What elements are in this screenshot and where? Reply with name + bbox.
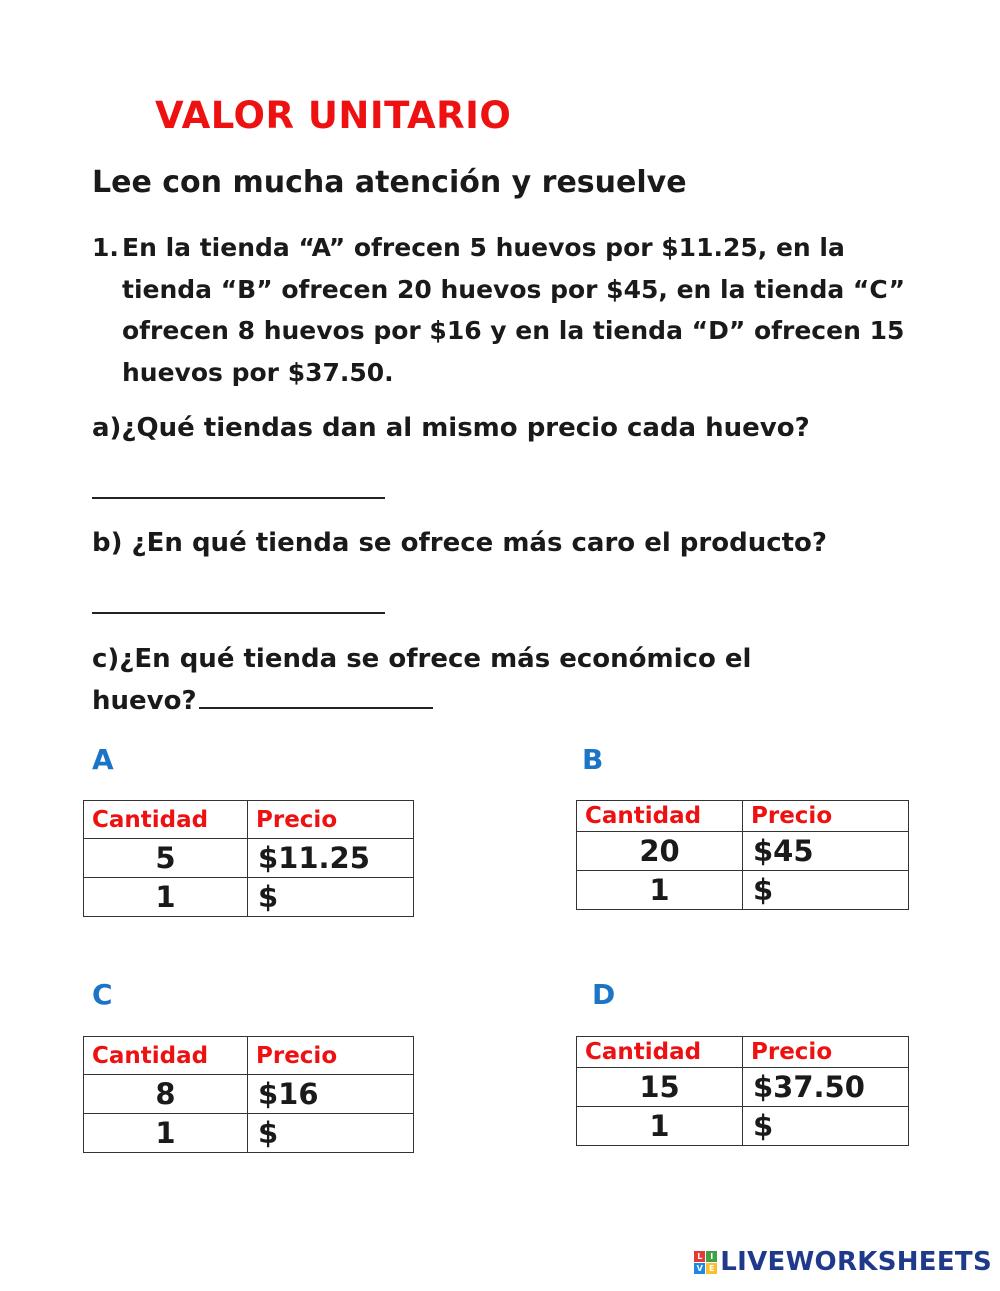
logo-letter: E [706, 1263, 717, 1274]
header-quantity: Cantidad [84, 1037, 248, 1075]
liveworksheets-logo [694, 1247, 992, 1277]
unit-price-input[interactable]: $ [743, 871, 909, 910]
logo-letter: L [694, 1251, 705, 1262]
header-quantity: Cantidad [577, 1037, 743, 1068]
worksheet-title: VALOR UNITARIO [155, 94, 512, 137]
store-a-table [83, 800, 418, 917]
price-cell: $16 [248, 1075, 414, 1114]
problem-text: En la tienda “A” ofrecen 5 huevos por $11.25, en la tienda “B” ofrecen 20 huevos por $45, en la tienda “C” ofrecen 8 huevos por $16 y en la tienda “D” ofrecen 15 huevos por $37.50. [122, 233, 906, 387]
header-quantity: Cantidad [84, 801, 248, 839]
store-a-label: A [92, 743, 114, 776]
quantity-cell: 15 [577, 1068, 743, 1107]
unit-price-input[interactable]: $ [743, 1107, 909, 1146]
logo-text: LIVEWORKSHEETS [720, 1247, 992, 1277]
question-c [92, 638, 792, 722]
header-price: Precio [743, 1037, 909, 1068]
store-d-table [576, 1036, 909, 1146]
question-b: b) ¿En qué tienda se ofrece más caro el producto? [92, 528, 827, 558]
answer-field-c[interactable] [199, 707, 433, 709]
header-price: Precio [743, 801, 909, 832]
instructions: Lee con mucha atención y resuelve [92, 165, 687, 200]
quantity-cell: 1 [577, 1107, 743, 1146]
store-c-label: C [92, 978, 113, 1011]
quantity-cell: 5 [84, 839, 248, 878]
header-quantity: Cantidad [577, 801, 743, 832]
quantity-cell: 1 [84, 1114, 248, 1153]
question-a: a)¿Qué tiendas dan al mismo precio cada huevo? [92, 413, 810, 443]
answer-field-a[interactable] [92, 497, 385, 499]
price-cell: $11.25 [248, 839, 414, 878]
quantity-cell: 1 [577, 871, 743, 910]
quantity-cell: 8 [84, 1075, 248, 1114]
unit-price-input[interactable]: $ [248, 878, 414, 917]
problem-statement [92, 227, 922, 393]
price-cell: $45 [743, 832, 909, 871]
answer-field-b[interactable] [92, 612, 385, 614]
store-b-label: B [582, 743, 604, 776]
store-d-label: D [592, 978, 616, 1011]
question-c-text: c)¿En qué tienda se ofrece más económico el huevo? [92, 644, 752, 716]
price-cell: $37.50 [743, 1068, 909, 1107]
header-price: Precio [248, 801, 414, 839]
logo-mark-icon [694, 1251, 717, 1274]
store-c-table [83, 1036, 418, 1153]
store-b-table [576, 800, 909, 910]
unit-price-input[interactable]: $ [248, 1114, 414, 1153]
logo-letter: V [694, 1263, 705, 1274]
quantity-cell: 1 [84, 878, 248, 917]
problem-number: 1. [92, 233, 119, 262]
logo-letter: I [706, 1251, 717, 1262]
quantity-cell: 20 [577, 832, 743, 871]
header-price: Precio [248, 1037, 414, 1075]
